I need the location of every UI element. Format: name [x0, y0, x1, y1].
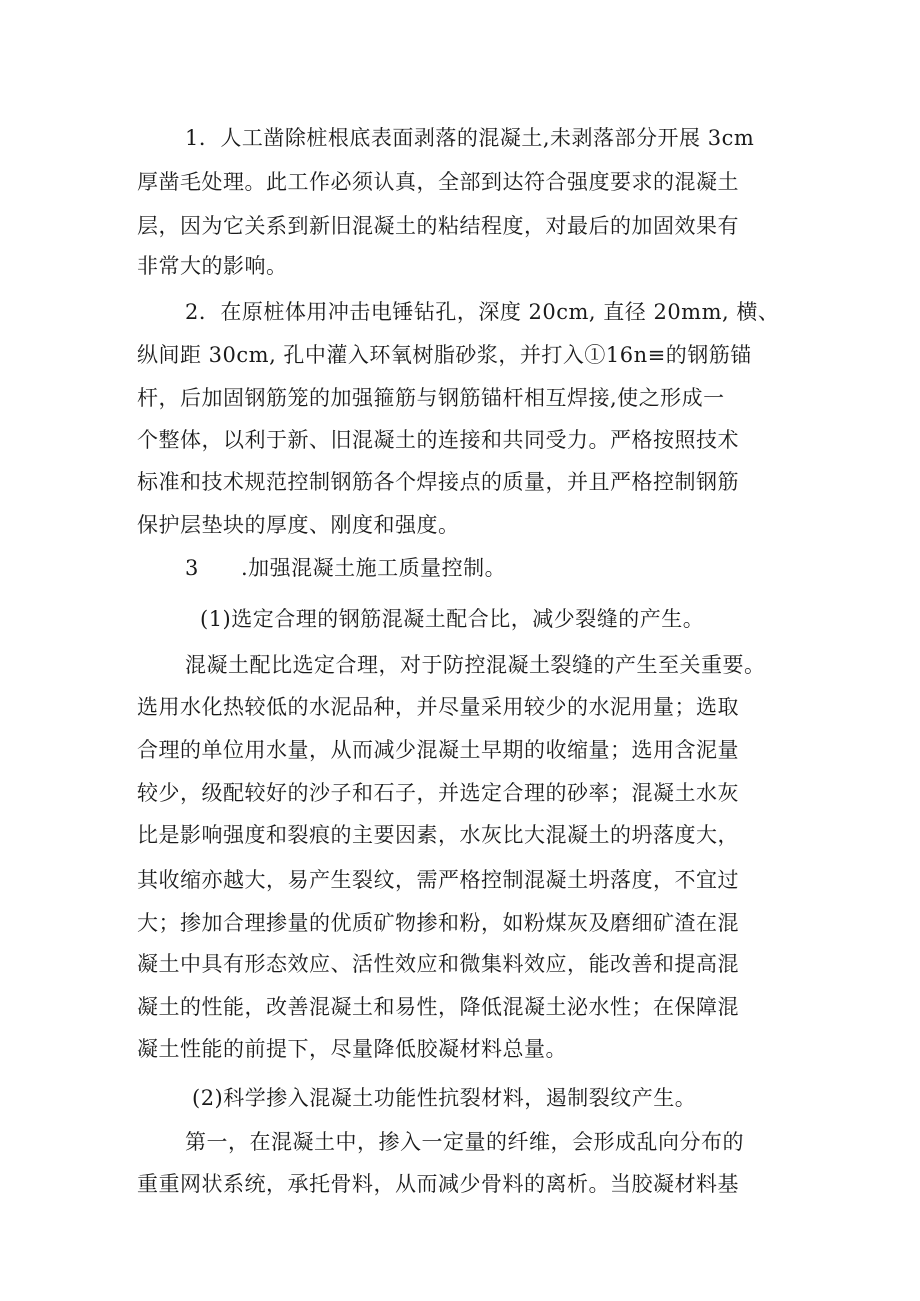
text-line: 非常大的影响。	[137, 254, 288, 278]
text-line: 层，因为它关系到新旧混凝土的粘结程度，对最后的加固效果有	[137, 214, 739, 238]
text-line: 杆，后加固钢筋笼的加强箍筋与钢筋锚杆相互焊接,使之形成一	[137, 386, 725, 410]
text-line: 1．人工凿除桩根底表面剥落的混凝土,未剥落部分开展 3cm	[185, 126, 755, 150]
subheading-2: (2)科学掺入混凝土功能性抗裂材料，遏制裂纹产生。	[192, 1086, 697, 1110]
section-heading-text: .加强混凝土施工质量控制。	[241, 556, 507, 580]
text-line: 凝土性能的前提下，尽量降低胶凝材料总量。	[137, 1037, 567, 1061]
text-line: 选用水化热较低的水泥品种，并尽量采用较少的水泥用量；选取	[137, 695, 739, 719]
text-line: 第一，在混凝土中，掺入一定量的纤维，会形成乱向分布的	[185, 1130, 744, 1154]
text-line: 其收缩亦越大，易产生裂纹，需严格控制混凝土坍落度，不宜过	[137, 868, 739, 892]
text-line: 厚凿毛处理。此工作必须认真，全部到达符合强度要求的混凝土	[137, 170, 739, 194]
text-line: 混凝土配比选定合理，对于防控混凝土裂缝的产生至关重要。	[185, 653, 766, 677]
text-line: 合理的单位用水量，从而减少混凝土早期的收缩量；选用含泥量	[137, 738, 739, 762]
text-line: 凝土的性能，改善混凝土和易性，降低混凝土泌水性；在保障混	[137, 995, 739, 1019]
section-heading-3	[185, 548, 506, 588]
subheading-1: (1)选定合理的钢筋混凝土配合比，减少裂缝的产生。	[200, 607, 705, 631]
text-line: 大；掺加合理掺量的优质矿物掺和粉，如粉煤灰及磨细矿渣在混	[137, 911, 739, 935]
text-line: 凝土中具有形态效应、活性效应和微集料效应，能改善和提高混	[137, 952, 739, 976]
text-line: 个整体，以利于新、旧混凝土的连接和共同受力。严格按照技术	[137, 428, 739, 452]
text-line: 纵间距 30cm, 孔中灌入环氧树脂砂浆，并打入①16n≡的钢筋锚	[137, 343, 752, 367]
section-number: 3	[185, 556, 199, 580]
text-line: 2．在原桩体用冲击电锤钻孔，深度 20cm, 直径 20mm, 横、	[185, 300, 780, 324]
text-line: 标准和技术规范控制钢筋各个焊接点的质量，并且严格控制钢筋	[137, 470, 739, 494]
text-line: 保护层垫块的厚度、刚度和强度。	[137, 513, 460, 537]
text-line: 较少，级配较好的沙子和石子，并选定合理的砂率；混凝土水灰	[137, 781, 739, 805]
text-line: 比是影响强度和裂痕的主要因素，水灰比大混凝土的坍落度大，	[137, 823, 739, 847]
text-line: 重重网状系统，承托骨料，从而减少骨料的离析。当胶凝材料基	[137, 1172, 739, 1196]
